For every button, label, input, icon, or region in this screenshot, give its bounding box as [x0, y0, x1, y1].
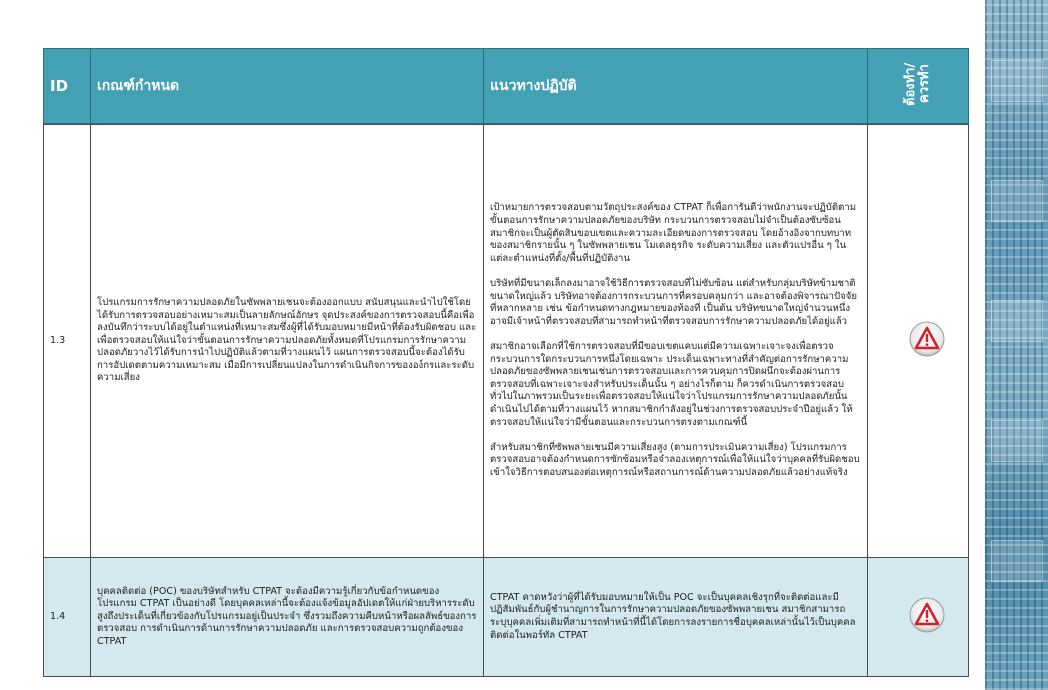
row-guidance: เป้าหมายการตรวจสอบตามวัตถุประสงค์ของ CTPAT ก็เพื่อการันตีว่าพนักงานจะปฏิบัติตามขั้นตอนการรักษาความปลอดภัยของบริษัท กระบวนการตรวจสอบไม่จำเป็นต้องซับซ้อน สมาชิกจะเป็นผู้ตัดสินขอบเขตและความละเอียดของการตรวจสอบ โดยอ้างอิงจากบทบาทของสมาชิกรายนั้น ๆ ในซัพพลายเชน โมเดลธุรกิจ ระดับความเสี่ยง และตัวแปรอื่น ๆ ในแต่ละตำแหน่งที่ตั้ง/พื้นที่ปฏิบัติงาน บริษัทที่มีขนาดเล็กลงมาอาจใช้วิธีการตรวจสอบที่ไม่ซับซ้อน แต่สำหรับกลุ่มบริษัทข้ามชาติขนาดใหญ่แล้ว บริษัทอาจต้องการกระบวนการที่ครอบคลุมกว่า และอาจต้องพิจารณาปัจจัยที่หลากหลาย เช่น ข้อกำหนดทางกฎหมายของท้องที่ เป็นต้น บริษัทขนาดใหญ่จำนวนหนึ่งอาจมีเจ้าหน้าที่ตรวจสอบที่สามารถทำหน้าที่ตรวจสอบการรักษาความปลอดภัยได้อยู่แล้ว สมาชิกอาจเลือกที่ใช้การตรวจสอบที่มีขอบเขตแคบแต่มีความเฉพาะเจาะจงเพื่อตรวจกระบวนการใดกระบวนการหนึ่งโดยเฉพาะ ประเด็นเฉพาะทางที่สำคัญต่อการรักษาความปลอดภัยของซัพพลายเชนเช่นการตรวจสอบและการควบคุมการปิดผนึกจะต้องผ่านการตรวจสอบที่เฉพาะเจาะจงสำหรับประเด็นนั้น ๆ อย่างไรก็ตาม ก็ควรดำเนินการตรวจสอบทั่วไปในภาพรวมเป็นระยะเพื่อตรวจสอบให้แน่ใจว่าโปรแกรมการรักษาความปลอดภัยนั้นดำเนินไปได้ตามที่วางแผนไว้ หากสมาชิกกำลังอยู่ในช่วงการตรวจสอบประจำปีอยู่แล้ว ให้ตรวจสอบให้แน่ใจว่ามีขั้นตอนและกระบวนการตรงตามเกณฑ์นี้ สำหรับสมาชิกที่ซัพพลายเชนมีความเสี่ยงสูง (ตามการประเมินความเสี่ยง) โปรแกรมการตรวจสอบอาจต้องกำหนดการซักซ้อมหรือจำลองเหตุการณ์เพื่อให้แน่ใจว่าบุคคลที่รับผิดชอบเข้าใจวิธีการตอบสนองต่อเหตุการณ์หรือสถานการณ์ด้านความปลอดภัยแล้วอย่างแท้จริง — [484, 125, 868, 558]
decorative-side-image — [985, 0, 1048, 690]
row-requirement: บุคคลติดต่อ (POC) ของบริษัทสำหรับ CTPAT จะต้องมีความรู้เกี่ยวกับข้อกำหนดของโปรแกรม CTPAT เป็นอย่างดี โดยบุคคลเหล่านี้จะต้องแจ้งข้อมูลอัปเดตให้แก่ฝ่ายบริหารระดับสูงถึงประเด็นที่เกี่ยวข้องกับโปรแกรมอยู่เป็นประจำ ซึ่งรวมถึงความคืบหน้าหรือผลลัพธ์ของการตรวจสอบ การดำเนินการด้านการรักษาความปลอดภัย และการตรวจสอบความถูกต้องของ CTPAT — [91, 558, 484, 677]
header-must-should — [868, 49, 969, 124]
row-requirement: โปรแกรมการรักษาความปลอดภัยในซัพพลายเชนจะต้องออกแบบ สนับสนุนและนำไปใช้โดยได้รับการตรวจสอบอย่างเหมาะสมเป็นลายลักษณ์อักษร จุดประสงค์ของการตรวจสอบนี้คือเพื่อลงบันทึกว่าระบบได้อยู่ในตำแหน่งที่เหมาะสมซึ่งผู้ที่ได้รับมอบหมายมีหน้าที่ต้องรับผิดชอบ และเพื่อตรวจสอบให้แน่ใจว่าขั้นตอนการรักษาความปลอดภัยทั้งหมดที่โปรแกรมการรักษาความปลอดภัยวางไว้ได้รับการนำไปปฏิบัติแล้วตามที่วางแผนไว้ แผนการตรวจสอบนี้จะต้องได้รับการอัปเดตตามความเหมาะสม เมื่อมีการเปลี่ยนแปลงในการดำเนินกิจการขององ์กรและระดับความเสี่ยง — [91, 125, 484, 558]
header-id: ID — [44, 49, 91, 124]
table-row — [44, 125, 969, 558]
header-guidance: แนวทางปฏิบัติ — [484, 49, 868, 124]
row-icon-cell — [868, 558, 969, 677]
row-id: 1.3 — [44, 125, 91, 558]
table-row — [44, 558, 969, 677]
row-id: 1.4 — [44, 558, 91, 677]
table-header — [43, 48, 969, 124]
header-must-should-label: ต้องทำ/ ควรทำ — [903, 62, 932, 106]
warning-triangle-icon — [909, 597, 945, 633]
row-guidance: CTPAT คาดหวังว่าผู้ที่ได้รับมอบหมายให้เป็น POC จะเป็นบุคคลเชิงรุกที่จะติดต่อและมีปฏิสัมพันธ์กับผู้ชำนาญการในการรักษาความปลอดภัยของซัพพลายเชน สมาชิกสามารถระบุบุคคลเพิ่มเติมที่สามารถทำหน้าที่นี้ได้โดยการลงรายการชื่อบุคคลเหล่านั้นไว้เป็นบุคคลติดต่อในพอร์ทัล CTPAT — [484, 558, 868, 677]
warning-triangle-icon — [909, 321, 945, 357]
row-icon-cell — [868, 125, 969, 558]
criteria-table — [43, 124, 969, 677]
header-requirement: เกณฑ์กำหนด — [91, 49, 484, 124]
